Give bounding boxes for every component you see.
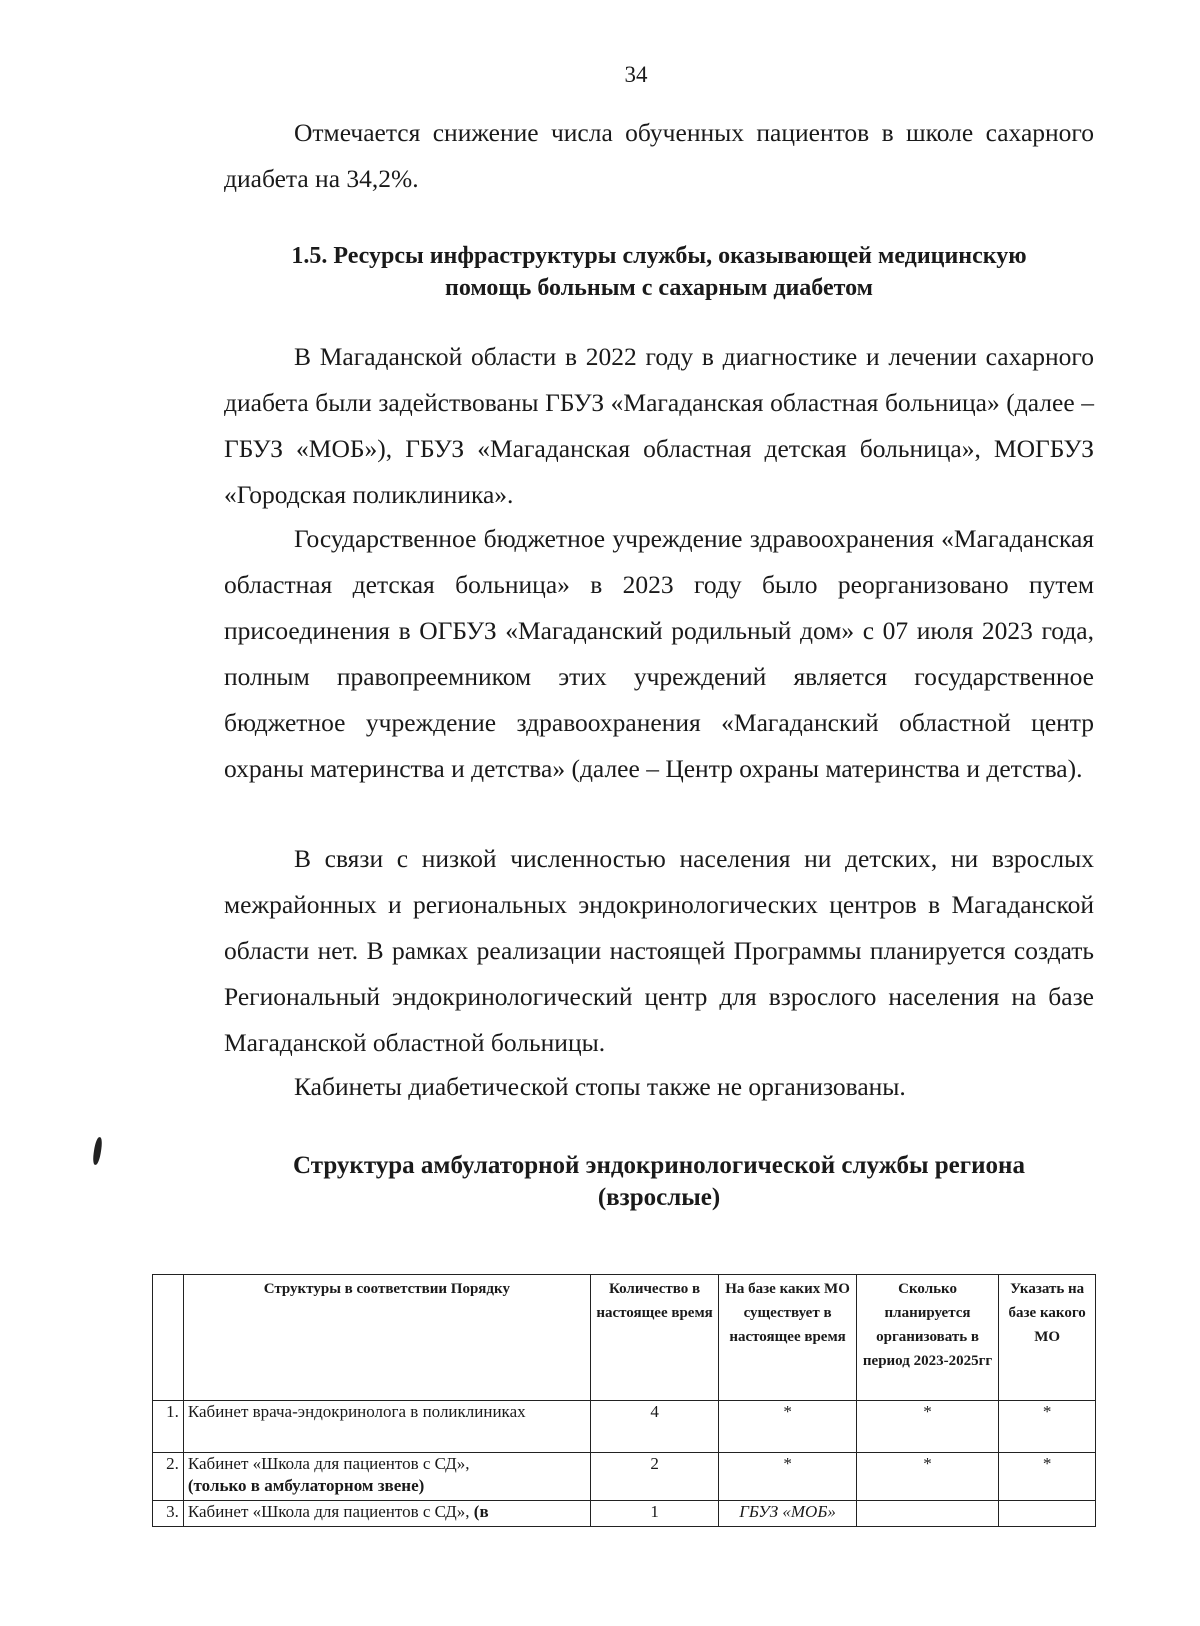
row-name-text: Кабинет врача-эндокринолога в поликлиниках [187,1402,526,1421]
row-structure-name [183,1453,590,1501]
paragraph-training-decline: Отмечается снижение числа обученных пациентов в школе сахарного диабета на 34,2%. [224,118,1094,193]
row-number: 1. [153,1401,184,1453]
table-title-line1: Структура амбулаторной эндокринологической службы региона [293,1152,1025,1179]
row-number: 2. [153,1453,184,1501]
row-count: 1 [590,1501,719,1527]
paragraph-institutions: В Магаданской области в 2022 году в диагностике и лечении сахарного диабета были задействованы ГБУЗ «Магаданская областная больница» (далее – ГБУЗ «МОБ»), ГБУЗ «Магаданская областная детская больница», МОГБУЗ «Городская поликлиника». [224,342,1094,509]
row-name-text: Кабинет «Школа для пациентов с СД», [187,1454,470,1473]
row-where: * [999,1401,1096,1453]
row-count: 4 [590,1401,719,1453]
row-base: * [719,1453,856,1501]
row-plan: * [856,1453,999,1501]
ink-mark [92,1137,103,1166]
paragraph-reorganization: Государственное бюджетное учреждение здравоохранения «Магаданская областная детская больница» в 2023 году было реорганизовано путем присоединения в ОГБУЗ «Магаданский родильный дом» с 07 июля 2023 года, полным правопреемником этих учреждений является государственное бюджетное учреждение здравоохранения «Магаданский областной центр охраны материнства и детства» (далее – Центр охраны материнства и детства). [224,524,1094,783]
row-name-bold-text: (в [473,1502,489,1521]
table-header-row [153,1275,1096,1401]
row-structure-name [183,1501,590,1527]
section-heading-line1: 1.5. Ресурсы инфраструктуры службы, оказывающей медицинскую [291,243,1027,269]
row-count: 2 [590,1453,719,1501]
header-base: На базе каких МО существует в настоящее время [719,1275,856,1401]
header-num [153,1275,184,1401]
section-heading-line2: помощь больным с сахарным диабетом [444,275,873,301]
header-plan: Сколько планируется организовать в период 2023-2025гг [856,1275,999,1401]
row-number: 3. [153,1501,184,1527]
header-structure: Структуры в соответствии Порядку [183,1275,590,1401]
row-plan: * [856,1401,999,1453]
table-row [153,1453,1096,1501]
table-title-line2: (взрослые) [597,1184,721,1211]
header-where: Указать на базе какого МО [999,1275,1096,1401]
table-row [153,1401,1096,1453]
row-where: * [999,1453,1096,1501]
table-row [153,1501,1096,1527]
row-base: * [719,1401,856,1453]
page-number: 34 [624,62,648,87]
table-title [206,1150,1112,1214]
section-heading [224,240,1094,304]
row-name-text: Кабинет «Школа для пациентов с СД», [187,1502,474,1521]
paragraph-centers: В связи с низкой численностью населения ни детских, ни взрослых межрайонных и региональных эндокринологических центров в Магаданской области нет. В рамках реализации настоящей Программы планируется создать Региональный эндокринологический центр для взрослого населения на базе Магаданской областной больницы. [224,844,1094,1057]
paragraph-diabetic-foot: Кабинеты диабетической стопы также не организованы. [294,1072,906,1101]
endocrinology-structure-table [152,1274,1096,1527]
header-count: Количество в настоящее время [590,1275,719,1401]
row-name-bold-text: (только в амбулаторном звене) [187,1476,425,1495]
row-plan [856,1501,999,1527]
row-where [999,1501,1096,1527]
row-base: ГБУЗ «МОБ» [719,1501,856,1527]
row-structure-name [183,1401,590,1453]
